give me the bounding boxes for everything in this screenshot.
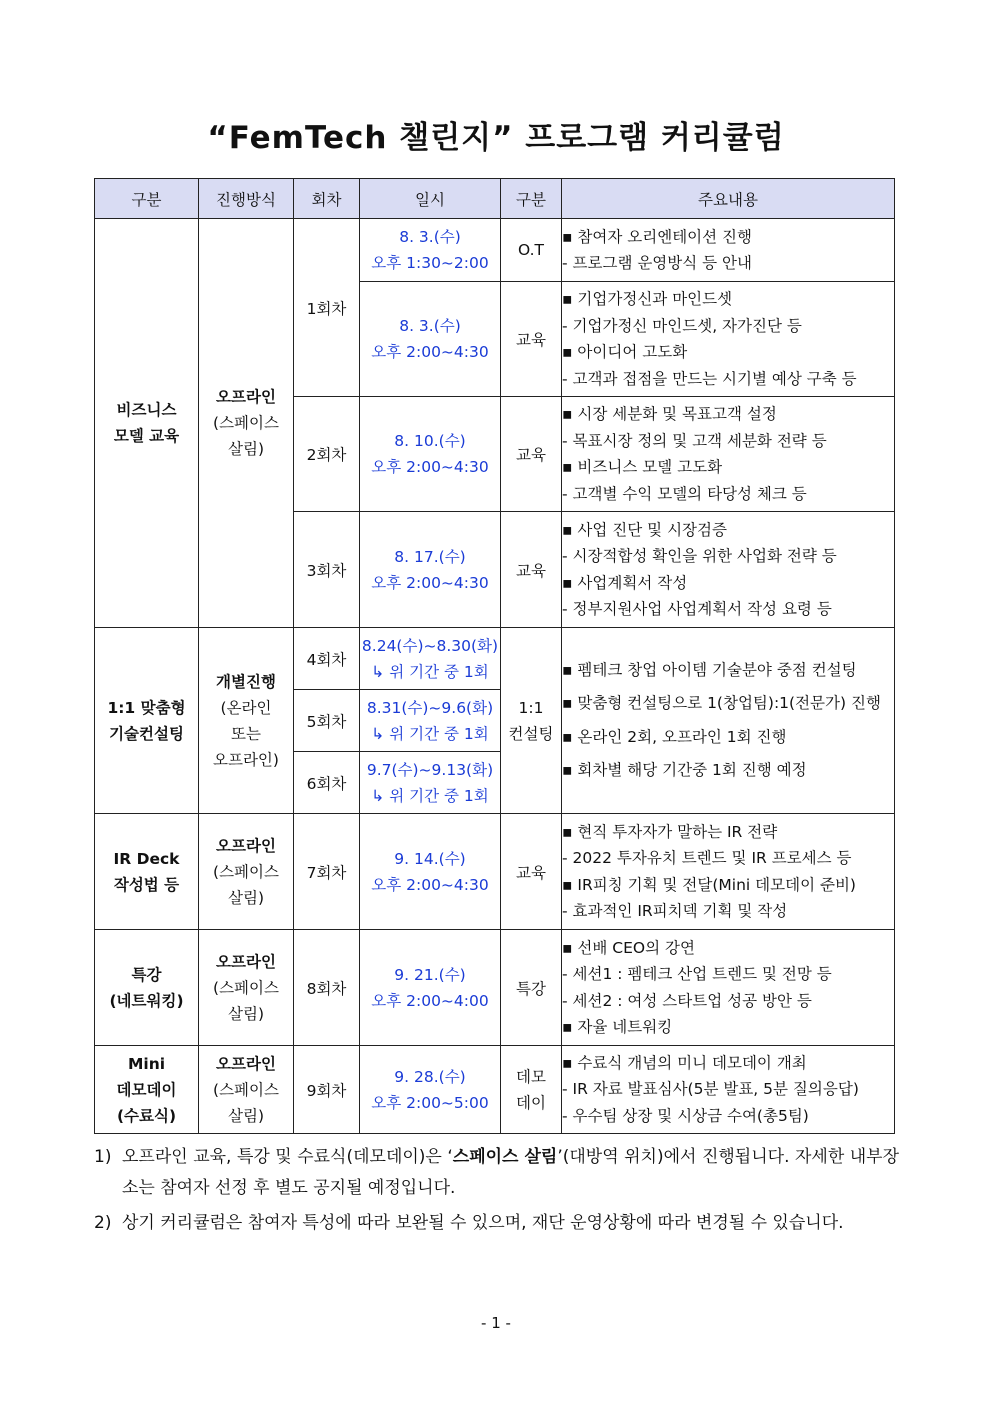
datetime-cell: 8. 3.(수) 오후 1:30~2:00 — [360, 219, 501, 282]
category-cell: 1:1 맞춤형 기술컨설팅 — [95, 628, 199, 814]
datetime-cell: 8.24(수)~8.30(화) ↳ 위 기간 중 1회 — [360, 628, 501, 690]
round-cell: 7회차 — [294, 814, 360, 930]
table-header-row — [95, 179, 895, 219]
header-method: 진행방식 — [199, 179, 294, 219]
category-cell: 비즈니스 모델 교육 — [95, 219, 199, 628]
page-number: - 1 - — [481, 1314, 511, 1332]
table-row — [95, 930, 895, 1046]
content-cell: ▪ 참여자 오리엔테이션 진행 - 프로그램 운영방식 등 안내 — [562, 219, 895, 282]
datetime-cell: 8. 17.(수) 오후 2:00~4:30 — [360, 512, 501, 628]
round-cell: 1회차 — [294, 219, 360, 397]
round-cell: 2회차 — [294, 397, 360, 512]
round-cell: 6회차 — [294, 752, 360, 814]
round-cell: 8회차 — [294, 930, 360, 1046]
header-content: 주요내용 — [562, 179, 895, 219]
datetime-cell: 8.31(수)~9.6(화) ↳ 위 기간 중 1회 — [360, 690, 501, 752]
round-cell: 5회차 — [294, 690, 360, 752]
datetime-cell: 8. 3.(수) 오후 2:00~4:30 — [360, 282, 501, 397]
datetime-cell: 9. 28.(수) 오후 2:00~5:00 — [360, 1046, 501, 1134]
content-cell: ▪ 수료식 개념의 미니 데모데이 개최 - IR 자료 발표심사(5분 발표, 5분 질의응답) - 우수팀 상장 및 시상금 수여(총5팀) — [562, 1046, 895, 1134]
category-cell: IR Deck 작성법 등 — [95, 814, 199, 930]
method-cell: 오프라인 (스페이스 살림) — [199, 219, 294, 628]
table-row — [95, 1046, 895, 1134]
type-cell: 교육 — [501, 512, 562, 628]
round-cell: 4회차 — [294, 628, 360, 690]
table-row — [95, 814, 895, 930]
type-cell: 데모 데이 — [501, 1046, 562, 1134]
datetime-cell: 8. 10.(수) 오후 2:00~4:30 — [360, 397, 501, 512]
content-cell: ▪ 기업가정신과 마인드셋 - 기업가정신 마인드셋, 자가진단 등 ▪ 아이디어 고도화 - 고객과 접점을 만드는 시기별 예상 구축 등 — [562, 282, 895, 397]
curriculum-table — [94, 178, 895, 1134]
content-cell: ▪ 선배 CEO의 강연 - 세션1 : 펨테크 산업 트렌드 및 전망 등 - 세션2 : 여성 스타트업 성공 방안 등 ▪ 자율 네트워킹 — [562, 930, 895, 1046]
round-cell: 9회차 — [294, 1046, 360, 1134]
type-cell: 1:1 컨설팅 — [501, 628, 562, 814]
round-cell: 3회차 — [294, 512, 360, 628]
method-cell: 오프라인 (스페이스 살림) — [199, 930, 294, 1046]
type-cell: 특강 — [501, 930, 562, 1046]
header-category: 구분 — [95, 179, 199, 219]
header-round: 회차 — [294, 179, 360, 219]
content-cell: ▪ 펨테크 창업 아이템 기술분야 중점 컨설팅 ▪ 맞춤형 컨설팅으로 1(창업팀):1(전문가) 진행 ▪ 온라인 2회, 오프라인 1회 진행 ▪ 회차별 해당 기간중 1회 진행 예정 — [562, 628, 895, 814]
footnote-1: 1) 오프라인 교육, 특강 및 수료식(데모데이)은 ‘스페이스 살림’(대방역 위치)에서 진행됩니다. 자세한 내부장소는 참여자 선정 후 별도 공지될 예정입니다. — [94, 1147, 900, 1198]
header-datetime: 일시 — [360, 179, 501, 219]
datetime-cell: 9. 14.(수) 오후 2:00~4:30 — [360, 814, 501, 930]
content-cell: ▪ 시장 세분화 및 목표고객 설정 - 목표시장 정의 및 고객 세분화 전략 등 ▪ 비즈니스 모델 고도화 - 고객별 수익 모델의 타당성 체크 등 — [562, 397, 895, 512]
datetime-cell: 9. 21.(수) 오후 2:00~4:00 — [360, 930, 501, 1046]
table-row — [95, 219, 895, 282]
type-cell: O.T — [501, 219, 562, 282]
category-cell: Mini 데모데이 (수료식) — [95, 1046, 199, 1134]
table-row — [95, 628, 895, 690]
page-title: “FemTech 챌린지” 프로그램 커리큘럼 — [207, 120, 785, 156]
content-cell: ▪ 사업 진단 및 시장검증 - 시장적합성 확인을 위한 사업화 전략 등 ▪ 사업계획서 작성 - 정부지원사업 사업계획서 작성 요령 등 — [562, 512, 895, 628]
footnotes — [94, 1142, 899, 1243]
type-cell: 교육 — [501, 282, 562, 397]
footnote-2: 2) 상기 커리큘럼은 참여자 특성에 따라 보완될 수 있으며, 재단 운영상황에 따라 변경될 수 있습니다. — [94, 1213, 844, 1233]
datetime-cell: 9.7(수)~9.13(화) ↳ 위 기간 중 1회 — [360, 752, 501, 814]
category-cell: 특강 (네트워킹) — [95, 930, 199, 1046]
type-cell: 교육 — [501, 397, 562, 512]
method-cell: 오프라인 (스페이스 살림) — [199, 814, 294, 930]
method-cell: 오프라인 (스페이스 살림) — [199, 1046, 294, 1134]
header-type: 구분 — [501, 179, 562, 219]
method-cell: 개별진행 (온라인 또는 오프라인) — [199, 628, 294, 814]
content-cell: ▪ 현직 투자자가 말하는 IR 전략 - 2022 투자유치 트렌드 및 IR 프로세스 등 ▪ IR피칭 기획 및 전달(Mini 데모데이 준비) - 효과적인 IR피치덱 기획 및 작성 — [562, 814, 895, 930]
type-cell: 교육 — [501, 814, 562, 930]
